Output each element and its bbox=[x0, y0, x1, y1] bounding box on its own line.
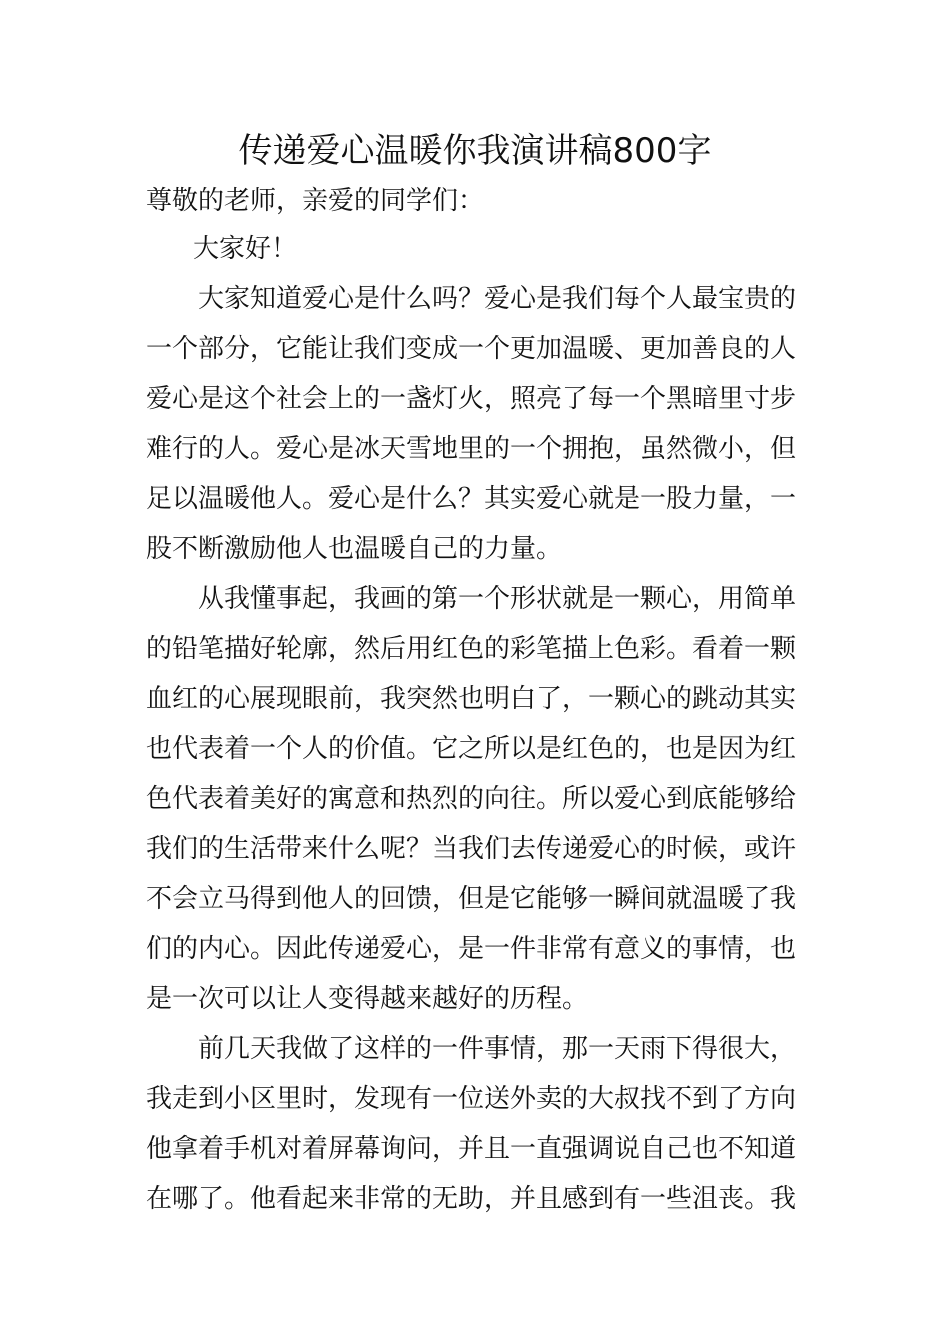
opening-line: 大家好！ bbox=[193, 234, 298, 264]
paragraph-line: 难行的人。爱心是冰天雪地里的一个拥抱，虽然微小，但 bbox=[146, 434, 797, 464]
paragraph-line: 们的内心。因此传递爱心，是一件非常有意义的事情，也 bbox=[146, 934, 797, 964]
paragraph-line: 前几天我做了这样的一件事情，那一天雨下得很大， bbox=[198, 1034, 797, 1064]
paragraph-line: 不会立马得到他人的回馈，但是它能够一瞬间就温暖了我 bbox=[146, 884, 797, 914]
paragraph-line: 色代表着美好的寓意和热烈的向往。所以爱心到底能够给 bbox=[146, 784, 797, 814]
greeting: 尊敬的老师，亲爱的同学们： bbox=[146, 186, 485, 216]
paragraph-line: 血红的心展现眼前，我突然也明白了，一颗心的跳动其实 bbox=[146, 684, 797, 714]
paragraph-line: 他拿着手机对着屏幕询问，并且一直强调说自己也不知道 bbox=[146, 1134, 797, 1164]
paragraph-line: 一个部分，它能让我们变成一个更加温暖、更加善良的人 bbox=[146, 334, 797, 364]
paragraph-line: 我们的生活带来什么呢？当我们去传递爱心的时候，或许 bbox=[146, 834, 797, 864]
paragraph-line: 是一次可以让人变得越来越好的历程。 bbox=[146, 984, 589, 1014]
paragraph-line: 足以温暖他人。爱心是什么？其实爱心就是一股力量，一 bbox=[146, 484, 797, 514]
paragraph-line: 从我懂事起，我画的第一个形状就是一颗心，用简单 bbox=[198, 584, 797, 614]
paragraph-line: 我走到小区里时，发现有一位送外卖的大叔找不到了方向 bbox=[146, 1084, 797, 1114]
paragraph-line: 股不断激励他人也温暖自己的力量。 bbox=[146, 534, 563, 564]
paragraph-line: 的铅笔描好轮廓，然后用红色的彩笔描上色彩。看着一颗 bbox=[146, 634, 797, 664]
document-title: 传递爱心温暖你我演讲稿800字 bbox=[238, 131, 712, 171]
paragraph-line: 大家知道爱心是什么吗？爱心是我们每个人最宝贵的 bbox=[198, 284, 797, 314]
paragraph-line: 也代表着一个人的价值。它之所以是红色的，也是因为红 bbox=[146, 734, 797, 764]
paragraph-line: 爱心是这个社会上的一盏灯火，照亮了每一个黑暗里寸步 bbox=[146, 384, 797, 414]
paragraph-line: 在哪了。他看起来非常的无助，并且感到有一些沮丧。我 bbox=[146, 1184, 797, 1214]
